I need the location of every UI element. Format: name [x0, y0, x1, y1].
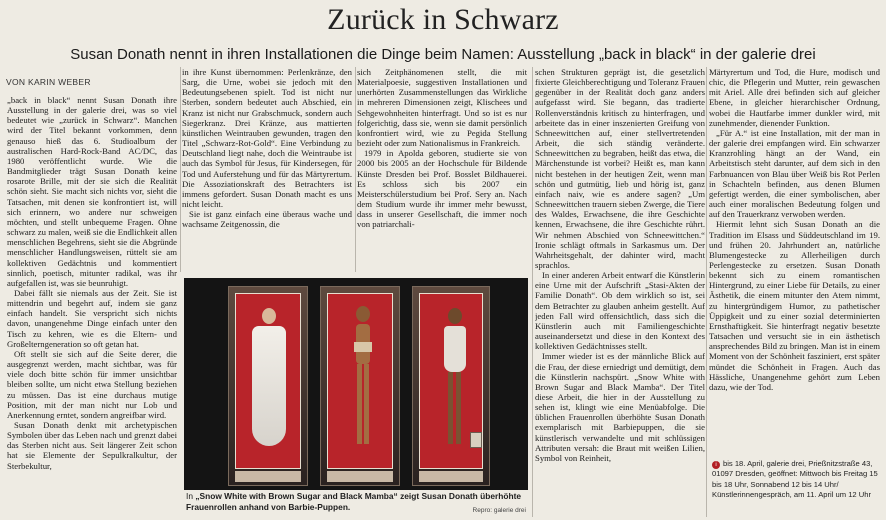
column-divider: [180, 67, 181, 272]
paragraph: Märtyrertum und Tod, die Hure, modisch und chic, die Pflegerin und Mutter, rein gewaschen mit Ariel. Alle drei befinden sich auf gleicher Ebene, in gleicher hierarchischer Ordnung, wobei die Hautfarbe immer dunkler wird, mit zunehmender, dienender Funktion.: [709, 67, 880, 128]
display-base: [327, 471, 393, 482]
info-icon: i: [712, 461, 720, 469]
paragraph: Dabei fällt sie niemals aus der Zeit. Sie ist mittendrin und begehrt auf, indem sie ganz einfach handelt. Sie verspricht sich nichts davon, unangenehme Dinge einfach unter den Tisch zu kehren, wie es die Eltern- und Großelterngeneration so oft getan hat.: [7, 287, 177, 349]
display-base: [419, 471, 483, 482]
display-base: [235, 471, 301, 482]
headline: Zurück in Schwarz: [327, 3, 559, 36]
column-divider: [532, 67, 533, 517]
paragraph: Sie ist ganz einfach eine überaus wache und wachsame Zeitgenossin, die: [182, 209, 352, 230]
paragraph: „Für A.“ ist eine Installation, mit der man in der galerie drei empfangen wird. Ein schwarzer Kranzrohling hängt an der Wand, ein Arbeitstisch steht darunter, auf dem sich in den Farbnuancen von Blau über Weiß bis Rot Perlen in Schachteln befinden, aus denen Blumen gefertigt werden, die einer symbolischen, aber auch einer moralischen Bedeutung folgen und auf den Trauerkranz verwoben werden.: [709, 127, 880, 220]
article-column-3: [357, 67, 527, 275]
byline: VON KARIN WEBER: [6, 77, 91, 87]
exhibition-info: [712, 459, 882, 517]
column-divider: [706, 67, 707, 517]
article-column-4: [535, 67, 705, 517]
display-box-nurse: [412, 286, 490, 486]
doll-head-icon: [356, 306, 370, 322]
white-dress-icon: [252, 326, 286, 446]
column-divider: [355, 67, 356, 272]
article-column-2: [182, 67, 352, 275]
paragraph: sich Zeitphänomenen stellt, die mit Materialpoesie, suggestiven Installationen und unerhörten Zusammenstellungen das Wirkliche in mehreren Dimensionen zeigt, Klischees und Sehgewohnheiten hinterfragt. Und so ist es nur folgerichtig, dass sie, wenn sie damit persönlich konfrontiert wird, wie zu Pegida Stellung bezieht oder zum Nationalismus in Frankreich.: [357, 67, 527, 149]
paragraph: schen Strukturen geprägt ist, die gesetzlich fixierte Gleichberechtigung und Toleranz Frauen gegenüber in der Realität doch ganz anders aufgefasst wird. Sie begann, das tradierte Rollenverständnis kritisch zu hinterfragen, und arbeitete das in einer inszenierten Greifung von Schneewittchen auf, einer stellvertretenden Arbeit, die sich ständig veränderte. Schneewittchen zu begraben, heißt das etwa, die Märchenstunde ist vorbei? Heißt es, man kann nicht bestehen in der heutigen Zeit, wenn man schön und gutmütig, lieb und hörig ist, ganz einfach naiv, wie es andere sagen? „Um Schneewittchen trauern sieben Zwerge, die Tiere des Waldes, Erwachsene, die ihre Geschichte kennen, Erwachsene, die ihre Geschichte rührt. Wir nehmen Abschied von Schneewittchen.“ Ironie schlägt oftmals in Sarkasmus um. Der Wahrheitsgehalt, der dahinter wird, macht sprachlos.: [535, 67, 705, 270]
paragraph: in ihre Kunst übernommen: Perlenkränze, den Sarg, die Urne, wobei sie jedoch mit den Bedeutungsebenen spielt. Tod ist nicht nur Sterben, sondern bedeutet auch Abschied, ein Kranz ist nicht nur Grabschmuck, sondern auch Siegerkranz. Drei Kränze, aus mattierten künstlichen Weintrauben gewunden, tragen den Titel „Schwarz-Rot-Gold“. Eine Verbindung zu Deutschland liegt nahe, doch die Weintraube ist auch das Symbol für Jesus, für Kindersegen, für Tod und Auferstehung und für das Märtyrertum. Die Assoziationskraft des Betrachters ist immens gefordert. Susan Donath macht es uns nicht leicht.: [182, 67, 352, 210]
photo-caption: [186, 491, 526, 517]
exhibition-info-text: bis 18. April, galerie drei, Prießnitzstraße 43, 01097 Dresden, geöffnet: Mittwoch bis Freitag 15 bis 18 Uhr, Sonnabend 12 bis 14 Uhr/ Künstlerinnengespräch, am 11. April um 12 Uhr: [712, 459, 878, 500]
paragraph: In einer anderen Arbeit entwarf die Künstlerin eine Urne mit der Aufschrift „Stasi-Akten der Familie Donath“. Ob dem wirklich so ist, sei dem Betrachter zu glauben anheim gestellt. Auf jeden Fall wird offensichtlich, dass sich die Künstlerin auch mit Familiengeschichte auseinandersetzt und diese in den Kontext des kollektiven Gedächtnisses stellt.: [535, 270, 705, 352]
red-backdrop: [235, 293, 301, 469]
paragraph: 1979 in Apolda geboren, studierte sie von 2000 bis 2005 an der Hochschule für Bildende Künste Dresden bei Prof. Bosslet Bildhauerei. Es schloss sich bis 2007 ein Meisterschülerstudium bei Prof. Sery an. Nach dem Studium wurde ihr immer mehr bewusst, dass in unserer Gesellschaft, die immer noch von patriarchali-: [357, 148, 527, 230]
doll-leg-icon: [357, 364, 362, 444]
paragraph: Hiermit lehnt sich Susan Donath an die Tradition im Elsass und Süddeutschland im 19. und frühen 20. Jahrhundert an, natürliche Blumengestecke zu Allerheiligen durch Perlengestecke zu ersetzen. Susan Donath bekennt sich zu einem romantischen Hintergrund, zu einer Liebe für Details, zu einer Ästhetik, die einem mitunter den Atem nimmt, zu hintergründigem Humor, zu pathetischer Üppigkeit und zu einer sozial determinierten Ernsthaftigkeit. Sie hinterfragt negativ besetzte Tatsachen und versucht sie in ein ästhetisch ansprechendes Bild zu bringen. Man ist in einem Moment von der Schönheit fasziniert, erst später mündet die Schönheit in Fragen. Auch das Hässliche, Unangenehme gehört zum Leben dazu, wie der Tod.: [709, 219, 880, 392]
paragraph: Immer wieder ist es der männliche Blick auf die Frau, der diese erniedrigt und demütigt, dem die Künstlerin nachspürt. „Snow White with Brown Sugar and Black Mamba“. Der Titel diese Arbeit, die hier in der Ausstellung zu sehen ist, klingt wie eine Menüabfolge. Die üblichen Frauenrollen überhöhte Susan Donath exemplarisch mit Barbiepuppen, die sie künstlerisch verwandelte und mit schlüssigen Attributen versah: die Braut mit weißen Lilien, Symbol von Reinheit,: [535, 351, 705, 463]
display-box-brown-sugar: [320, 286, 400, 486]
red-backdrop: [419, 293, 483, 469]
subheadline: Susan Donath nennt in ihren Installationen die Dinge beim Namen: Ausstellung „back in black“ in der galerie drei: [70, 46, 816, 63]
detergent-tin-icon: [470, 432, 482, 448]
paragraph: Oft stellt sie sich auf die Seite derer, die ausgegrenzt werden, macht sichtbar, was für viele doch bitte schön für immer unsichtbar bleiben sollte, um nicht etwa Stellung beziehen zu müssen. Das ist eine durchaus mutige Position, mit der man nicht nur Lob und Anerkennung erntet, sondern angreifbar wird.: [7, 348, 177, 420]
red-backdrop: [327, 293, 393, 469]
bikini-icon: [354, 342, 372, 352]
display-box-bride: [228, 286, 308, 486]
article-column-1: [7, 95, 177, 515]
paragraph: „back in black“ nennt Susan Donath ihre Ausstellung in der galerie drei, was so viel bedeutet wie „zurück in Schwarz“. Manchen wird der Titel bekannt vorkommen, denn genauso hieß das 6. Studioalbum der australischen Hard-Rock-Band AC/DC, das 1980 veröffentlicht wurde. Wie die Bandmitglieder trägt Susan Donath keine rosarote Brille, mit der sie sich die Realität schön sieht. Sie macht sich nichts vor, sieht die Tatsachen, mit denen sie konfrontiert ist, will sich erinnern, wo andere nur schweigen möchten, und stellt unbequeme Fragen. Ohne schwarz zu malen, weiß sie die Endlichkeit allen menschlichen Begehrens, sieht sie die Abgründe menschlicher Handlungsweisen, rüttelt sie am kollektiven Gedächtnis und kommentiert sinnlich, poetisch, mitunter radikal, was ihr aufgefallen ist, was sie beunruhigt.: [7, 95, 177, 288]
article-photo: [184, 278, 528, 490]
article-column-5: [709, 67, 880, 457]
doll-head-icon: [448, 308, 462, 324]
caption-text: „Snow White with Brown Sugar and Black Mamba“ zeigt Susan Donath überhöhte Frauenrollen anhand von Barbie-Puppen.: [186, 491, 522, 512]
paragraph: Susan Donath denkt mit archetypischen Symbolen über das Leben nach und grenzt dabei das Sterben nicht aus. Seit längerer Zeit schon hat sie Elemente der Sepulkralkultur, der Sterbekultur,: [7, 420, 177, 471]
photo-credit: Repro: galerie drei: [472, 507, 526, 514]
doll-head-icon: [262, 308, 276, 324]
nurse-dress-icon: [444, 326, 466, 372]
doll-leg-icon: [364, 364, 369, 444]
doll-leg-icon: [456, 372, 461, 444]
caption-prefix: In: [186, 491, 193, 501]
doll-leg-icon: [448, 372, 453, 444]
